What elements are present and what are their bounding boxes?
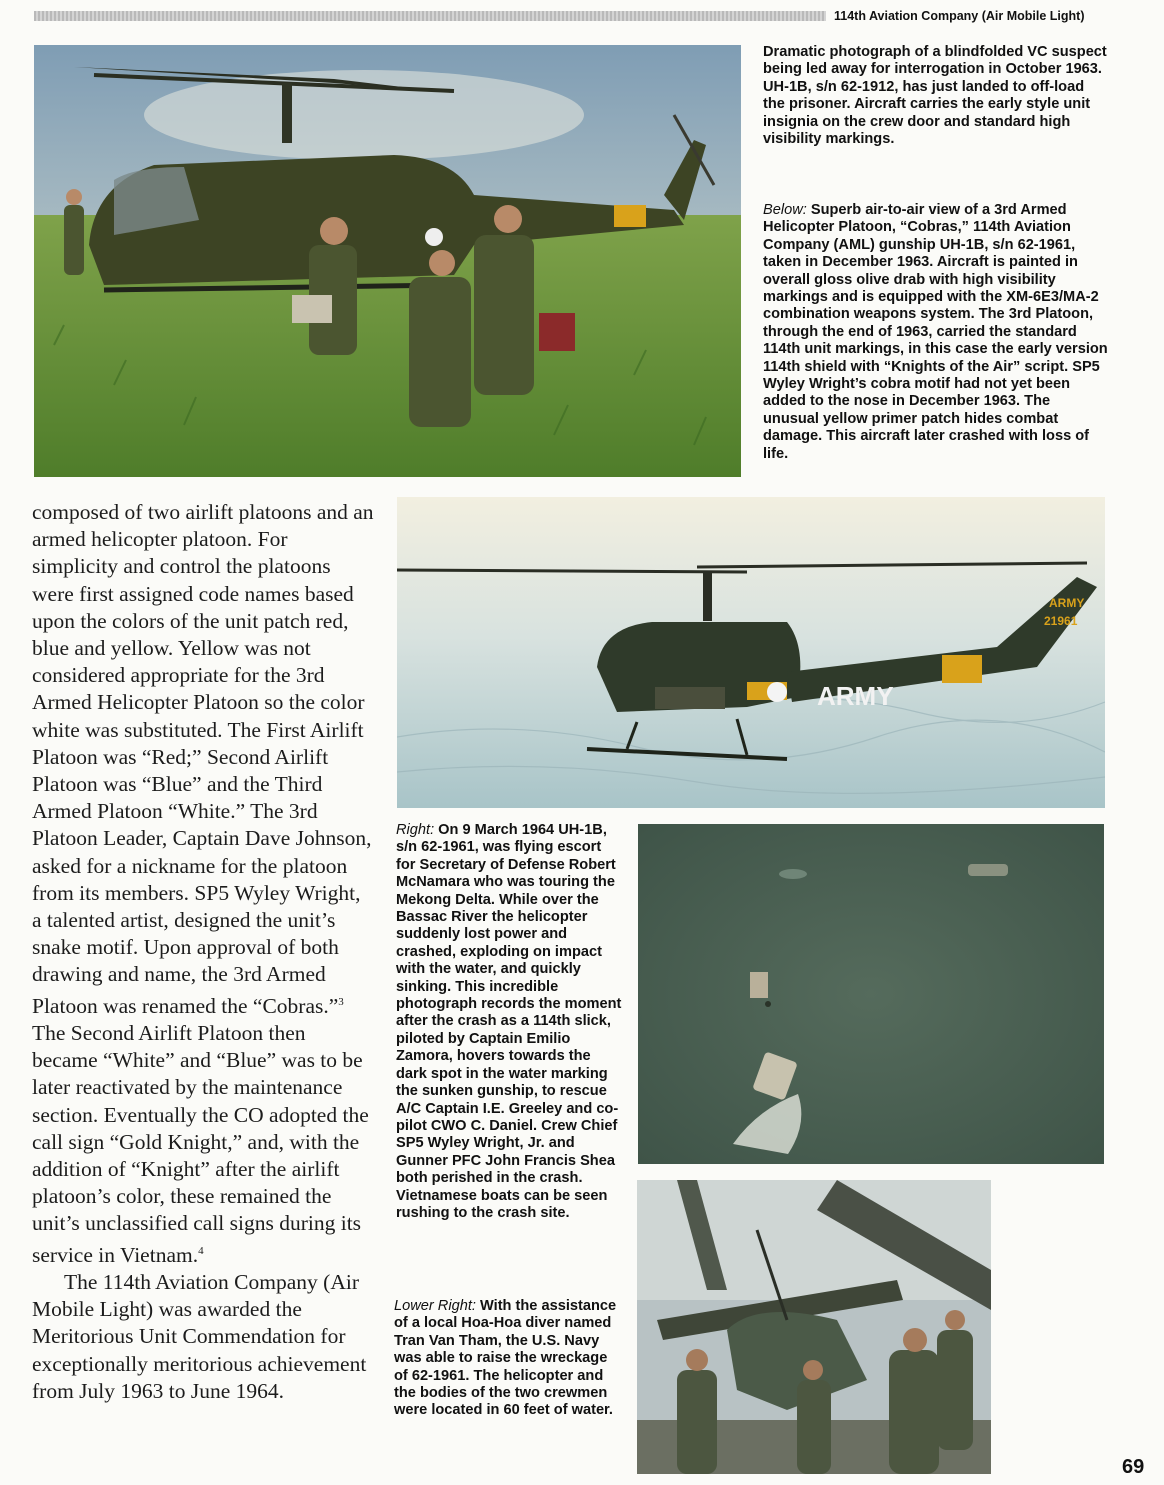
- wreck-salvage-photo: [637, 1180, 991, 1474]
- body-paragraph-1-part-a: composed of two airlift platoons and an armed helicopter platoon. For simplicity and control the platoons were first assigned code names based upon the colors of the unit patch red, blue and yellow. Yellow was not considered appropriate for the 3rd Armed Helicopter Platoon so the color white was substituted. The First Airlift Platoon was “Red;” Second Airlift Platoon was “Blue” and the Third Armed Platoon “White.” The 3rd Platoon Leader, Captain Dave Johnson, asked for a nickname for the platoon from its members. SP5 Wyley Wright, a talented artist, designed the unit’s snake motif. Upon approval of both drawing and name, the 3rd Armed Platoon was renamed the “Cobras.”: [32, 500, 374, 1018]
- page-number: 69: [1122, 1456, 1145, 1478]
- caption-top-right: [763, 44, 1109, 148]
- river-illustration: [638, 824, 1104, 1164]
- running-header: 114th Aviation Company (Air Mobile Light): [834, 9, 1085, 23]
- footnote-ref-4: 4: [198, 1244, 204, 1257]
- caption-lower-right-body: With the assistance of a local Hoa-Hoa diver named Tran Van Tham, the U.S. Navy was able to raise the wreckage of 62-1961. The helicopter and the bodies of the two crewmen were located in 60 feet of water.: [394, 1298, 617, 1419]
- body-paragraph-1-part-b: The Second Airlift Platoon then became “White” and “Blue” was to be later reactivated by the maintenance section. Eventually the CO adopted the call sign “Gold Knight,” and, with the addition of “Knight” after the airlift platoon’s color, these remained the unit’s unclassified call signs during its service in Vietnam.: [32, 1021, 369, 1267]
- caption-right: [396, 822, 624, 1222]
- caption-right-lead: Right:: [396, 822, 435, 838]
- caption-right-body: On 9 March 1964 UH-1B, s/n 62-1961, was flying escort for Secretary of Defense Robert McNamara who was touring the Mekong Delta. While over the Bassac River the helicopter suddenly lost power and crashed, exploding on impact with the water, and quickly sinking. This incredible photograph records the moment after the crash as a 114th slick, piloted by Captain Emilio Zamora, hovers towards the dark spot in the water marking the sunken gunship, to rescue A/C Captain I.E. Greeley and co-pilot CWO C. Daniel. Crew Chief SP5 Wyley Wright, Jr. and Gunner PFC John Francis Shea both perished in the crash. Vietnamese boats can be seen rushing to the crash site.: [396, 822, 622, 1221]
- helicopter-prisoner-photo: [34, 45, 741, 477]
- caption-below-lead: Below:: [763, 202, 807, 218]
- gunship-air-to-air-photo: [397, 497, 1105, 808]
- helicopter-prisoner-illustration: [34, 45, 741, 477]
- body-paragraph-2: The 114th Aviation Company (Air Mobile Light) was awarded the Meritorious Unit Commendation for exceptionally meritorious achievement from July 1963 to June 1964.: [32, 1270, 367, 1403]
- caption-right-text: [396, 822, 624, 1222]
- caption-below-text: [763, 202, 1109, 463]
- body-paragraph-1: [32, 499, 374, 1269]
- caption-top-right-text: Dramatic photograph of a blindfolded VC suspect being led away for interrogation in October 1963. UH-1B, s/n 62-1912, has just landed to off-load the prisoner. Aircraft carries the early style unit insignia on the crew door and standard high visibility markings.: [763, 44, 1107, 148]
- caption-below: [763, 202, 1109, 463]
- caption-lower-right-lead: Lower Right:: [394, 1298, 476, 1314]
- tail-serial-marking: 21961: [1044, 614, 1078, 628]
- crash-site-river-photo: [638, 824, 1104, 1164]
- tail-service-marking: ARMY: [1049, 596, 1085, 610]
- footnote-ref-3: 3: [338, 995, 344, 1008]
- salvage-illustration: [637, 1180, 991, 1474]
- caption-lower-right: [394, 1298, 622, 1420]
- caption-below-body: Superb air-to-air view of a 3rd Armed Helicopter Platoon, “Cobras,” 114th Aviation Company (AML) gunship UH-1B, s/n 62-1961, taken in December 1963. Aircraft is painted in overall gloss olive drab with high visibility markings and is equipped with the XM-6E3/MA-2 combination weapons system. The 3rd Platoon, through the end of 1963, carried the standard 114th unit markings, in this case the early version 114th shield with “Knights of the Air” script. SP5 Wyley Wright’s cobra motif had not yet been added to the nose in December 1963. The unusual yellow primer patch hides combat damage. This aircraft later crashed with loss of life.: [763, 202, 1108, 462]
- gunship-illustration: [397, 497, 1105, 808]
- header-rule: [34, 11, 826, 21]
- caption-lower-right-text: [394, 1298, 622, 1420]
- fuselage-marking: ARMY: [817, 681, 894, 711]
- body-text-column: [32, 499, 374, 1405]
